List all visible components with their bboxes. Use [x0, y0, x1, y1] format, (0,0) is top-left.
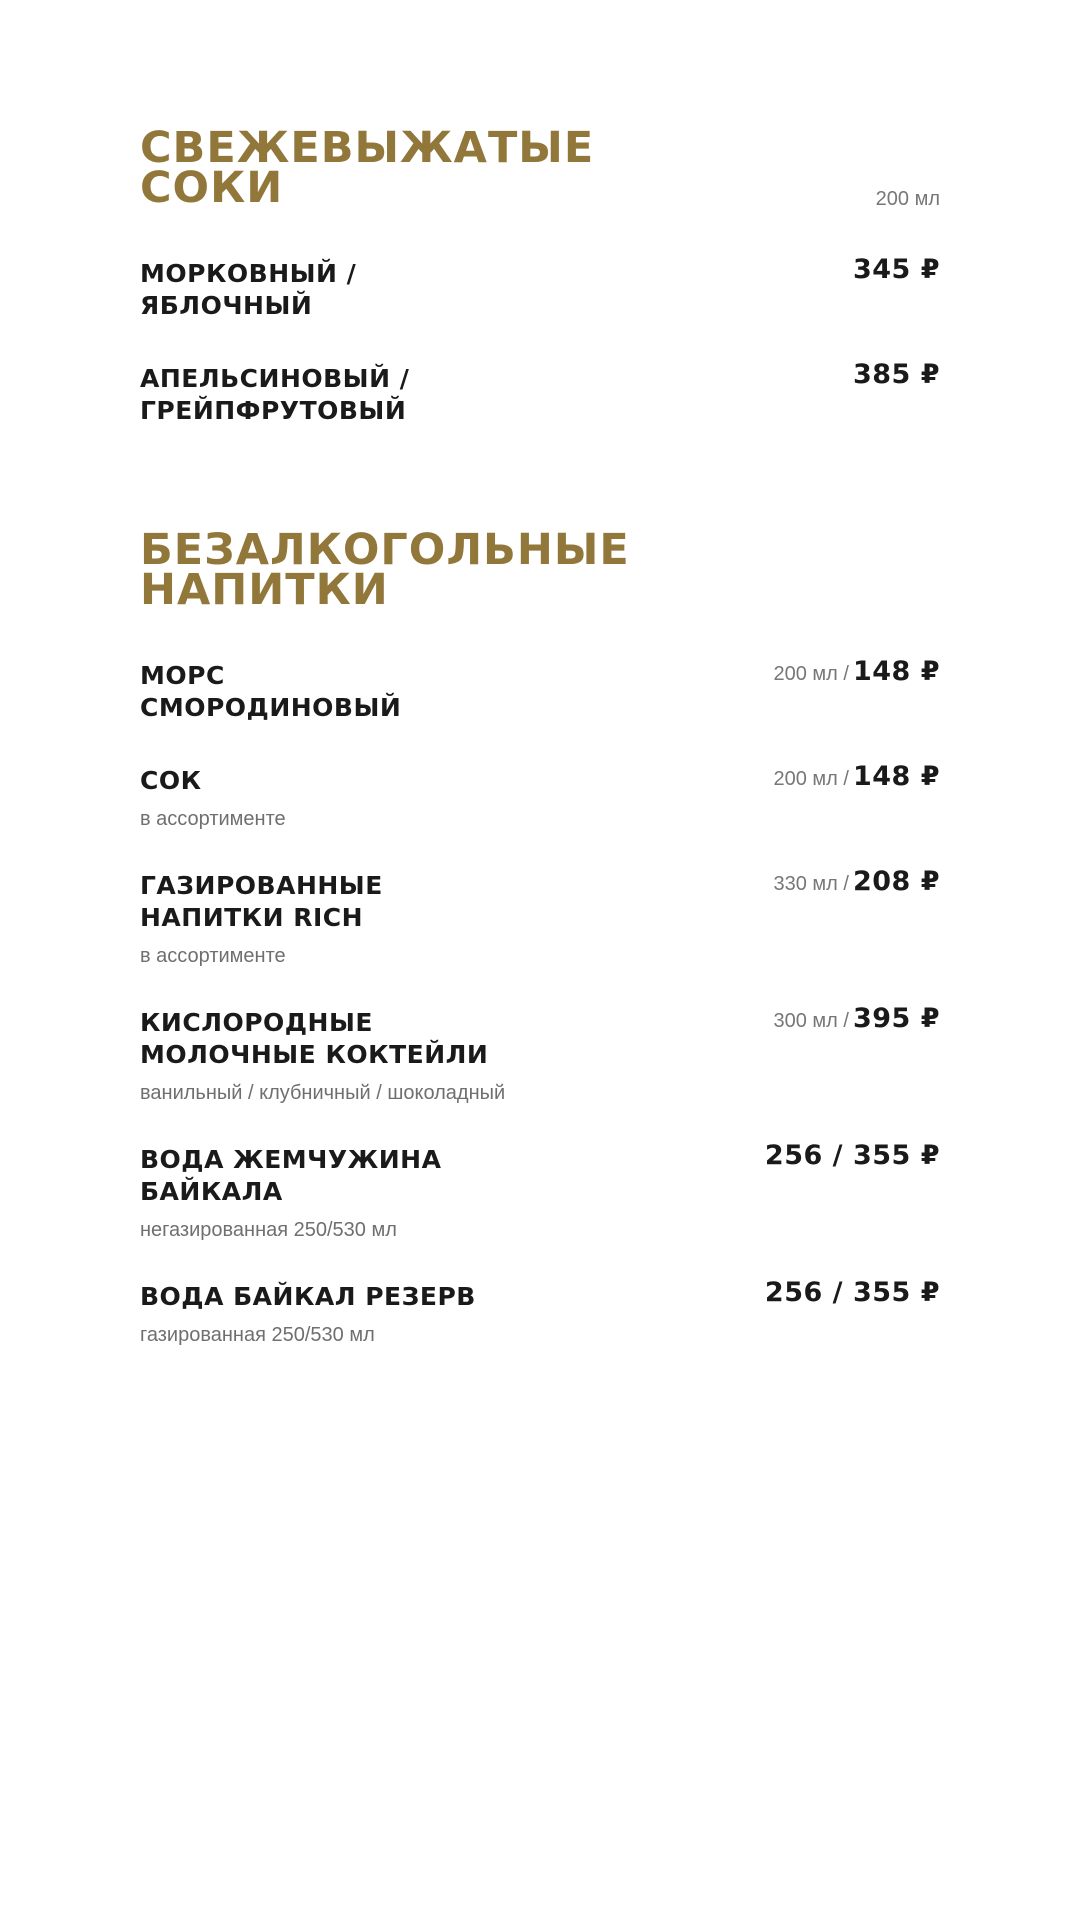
menu-item — [140, 1140, 940, 1242]
item-price: 148 ₽ — [852, 761, 940, 792]
item-name: СОК — [140, 766, 202, 795]
section-soft-drinks — [140, 525, 940, 615]
item-volume: 300 мл / — [773, 1010, 849, 1032]
item-price: 148 ₽ — [852, 656, 940, 687]
item-price: 256 / 355 ₽ — [764, 1140, 940, 1171]
item-name: ГАЗИРОВАННЫЕ НАПИТКИ RICH — [140, 871, 383, 932]
item-description: в ассортименте — [140, 808, 286, 830]
item-volume: 200 мл / — [773, 663, 849, 685]
item-price: 345 ₽ — [852, 254, 940, 285]
item-volume: 200 мл / — [773, 768, 849, 790]
item-price-group — [773, 1003, 940, 1034]
item-price: 395 ₽ — [852, 1003, 940, 1034]
item-name: КИСЛОРОДНЫЕ МОЛОЧНЫЕ КОКТЕЙЛИ — [140, 1008, 489, 1069]
item-price-group — [773, 656, 940, 687]
item-price-group — [765, 1277, 940, 1308]
menu-item — [140, 656, 940, 724]
item-name: МОРКОВНЫЙ / ЯБЛОЧНЫЙ — [140, 259, 357, 320]
item-description: негазированная 250/530 мл — [140, 1219, 397, 1241]
item-name: МОРС СМОРОДИНОВЫЙ — [140, 661, 402, 722]
item-volume: 330 мл / — [773, 873, 849, 895]
item-price-group — [853, 359, 940, 390]
item-description: в ассортименте — [140, 945, 286, 967]
item-price-group — [773, 866, 940, 897]
item-price: 208 ₽ — [852, 866, 940, 897]
item-price-group — [773, 761, 940, 792]
menu-item — [140, 254, 940, 322]
item-price: 256 / 355 ₽ — [764, 1277, 940, 1308]
menu-page — [140, 0, 940, 1920]
item-description: газированная 250/530 мл — [140, 1324, 375, 1346]
item-price-group — [853, 254, 940, 285]
section-title: СВЕЖЕВЫЖАТЫЕ СОКИ — [140, 123, 595, 213]
item-description: ванильный / клубничный / шоколадный — [140, 1082, 506, 1104]
menu-item — [140, 761, 940, 831]
item-name: ВОДА ЖЕМЧУЖИНА БАЙКАЛА — [140, 1145, 442, 1206]
item-name: ВОДА БАЙКАЛ РЕЗЕРВ — [140, 1282, 476, 1311]
section-fresh-juices — [140, 123, 940, 213]
menu-item — [140, 1277, 940, 1347]
section-volume: 200 мл — [875, 188, 940, 210]
menu-item — [140, 866, 940, 968]
section-title: БЕЗАЛКОГОЛЬНЫЕ НАПИТКИ — [140, 525, 630, 615]
menu-item — [140, 1003, 940, 1105]
menu-item — [140, 359, 940, 427]
item-price-group — [765, 1140, 940, 1171]
item-price: 385 ₽ — [852, 359, 940, 390]
item-name: АПЕЛЬСИНОВЫЙ / ГРЕЙПФРУТОВЫЙ — [140, 364, 410, 425]
